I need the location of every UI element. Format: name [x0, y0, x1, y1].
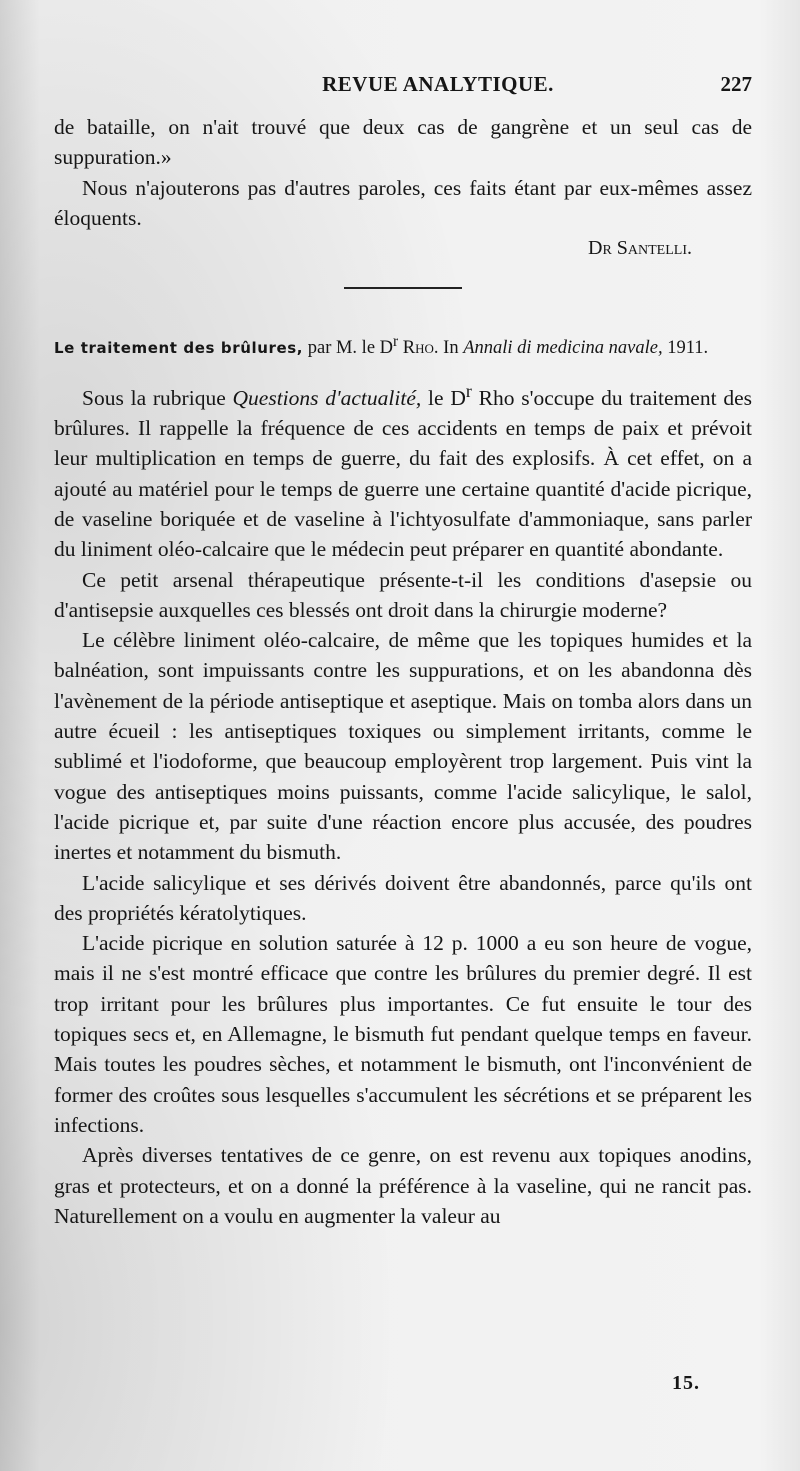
signature-prefix: Dr	[588, 237, 612, 260]
article-year: 1911.	[667, 338, 709, 359]
previous-article-conclusion	[54, 173, 752, 234]
signature-mark: 15.	[672, 1372, 700, 1394]
article-journal: Annali di medicina navale,	[463, 338, 663, 359]
paragraph-2: Ce petit arsenal thérapeutique présente-t-il les conditions d'asepsie ou d'antisepsie auxquelles ces blessés ont droit dans la chirurgie moderne?	[54, 567, 752, 622]
previous-signature	[54, 233, 752, 263]
page-header	[54, 72, 752, 102]
page-number: 227	[720, 72, 752, 96]
previous-line-1: de bataille, on n'ait trouvé que deux cas de gangrène et un seul cas de suppuration.»	[54, 115, 752, 170]
paragraph-1-sup: r	[465, 380, 472, 401]
paragraph-4: L'acide salicylique et ses dérivés doivent être abandonnés, parce qu'ils ont des propriétés kératolytiques.	[54, 870, 752, 925]
article-author-sup: r	[393, 333, 399, 351]
running-title: REVUE ANALYTIQUE.	[322, 72, 554, 96]
paragraph-1-doctor: le D	[421, 385, 466, 410]
article-author-name: Rho.	[402, 338, 439, 359]
previous-article-ending	[54, 112, 752, 173]
previous-line-2: Nous n'ajouterons pas d'autres paroles, ces faits étant par eux-mêmes assez éloquents.	[54, 175, 752, 230]
paragraph-5: L'acide picrique en solution saturée à 12 p. 1000 a eu son heure de vogue, mais il ne s'est montré efficace que contre les brûlures du premier degré. Il est trop irritant pour les brûlures plus importantes. Ce fut ensuite le tour des topiques secs et, en Allemagne, le bismuth fut pendant quelque temps en faveur. Mais toutes les poudres sèches, et notamment le bismuth, ont l'inconvénient de former des croûtes sous lesquelles s'accumulent les sécrétions et se préparent les infections.	[54, 931, 752, 1137]
paragraph-1-rubric: Questions d'actualité,	[232, 385, 422, 410]
article-in-word: In	[443, 338, 459, 359]
article-author-prefix: par M. le D	[307, 338, 394, 359]
signature-name: Santelli.	[616, 237, 692, 260]
paragraph-3: Le célèbre liniment oléo-calcaire, de même que les topiques humides et la balnéation, sont impuissants contre les suppurations, et on les abandonna dès l'avènement de la période antiseptique et aseptique. Mais on tomba alors dans un autre écueil : les antiseptiques toxiques ou simplement irritants, comme le sublimé et l'iodoforme, que beaucoup employèrent trop largement. Puis vint la vogue des antiseptiques moins puissants, comme l'acide salicylique, le salol, l'acide picrique et, par suite d'une réaction encore plus accusée, des poudres inertes et notamment du bismuth.	[54, 628, 752, 865]
paragraph-6: Après diverses tentatives de ce genre, on est revenu aux topiques anodins, gras et protecteurs, et on a donné la préférence à la vaseline, qui ne rancit pas. Naturellement on a voulu en augmenter la valeur au	[54, 1143, 752, 1228]
article-heading	[54, 329, 752, 361]
paragraph-1-start: Sous la rubrique	[82, 385, 233, 410]
body-text	[54, 112, 752, 1231]
paragraph-1-rest: Rho s'occupe du traitement des brûlures. Il rappelle la fréquence de ces accidents en temps de paix et prévoit leur multiplication en temps de guerre, du fait des explosifs. À cet effet, on a ajouté au matériel pour le temps de guerre une certaine quantité d'acide picrique, de vaseline boriquée et de vaseline à l'ichtyosulfate d'ammoniaque, sans parler du liniment oléo-calcaire que le médecin peut préparer en quantité abondante.	[54, 385, 752, 562]
section-separator	[344, 287, 462, 289]
paragraph-1	[54, 376, 752, 565]
article-title: Le traitement des brûlures,	[54, 339, 304, 358]
